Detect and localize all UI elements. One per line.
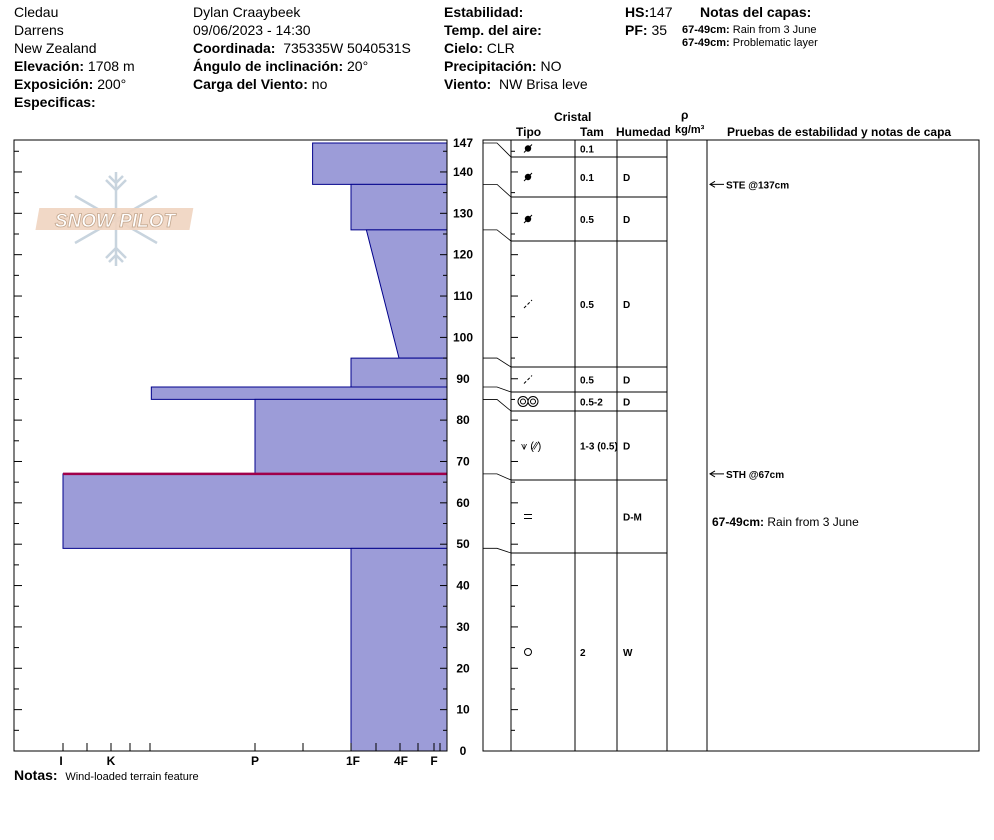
sky-condition: Cielo: CLR	[444, 40, 515, 56]
stability: Estabilidad:	[444, 4, 524, 20]
depth-tick-label: 10	[456, 702, 470, 717]
stability-test-label: STH @67cm	[726, 469, 785, 481]
depth-tick-label: 130	[452, 206, 474, 221]
graupel-icon	[524, 215, 532, 223]
moisture-value: D-M	[623, 512, 642, 524]
depth-tick-label: 20	[456, 661, 470, 676]
decomposing-icon	[524, 300, 532, 308]
hardness-bar	[351, 548, 447, 751]
hardness-tick-label: K	[106, 754, 116, 768]
depth-tick-label: 40	[456, 578, 470, 593]
footer-notes: Notas: Wind-loaded terrain feature	[14, 767, 199, 783]
layer-note-text: 67-49cm: Rain from 3 June	[712, 515, 859, 529]
hardness-bar	[151, 387, 447, 399]
observer-name: Dylan Craaybeek	[193, 4, 301, 20]
depth-tick-label: 60	[456, 495, 470, 510]
graupel-icon	[524, 173, 532, 181]
size-header: Tam	[580, 125, 604, 139]
wind: Viento: NW Brisa leve	[444, 76, 588, 92]
stability-tests-header: Pruebas de estabilidad y notas de capa	[727, 125, 952, 139]
slope-angle: Ángulo de inclinación: 20°	[193, 58, 369, 74]
depth-tick-label: 110	[453, 289, 473, 304]
moisture-value: D	[623, 441, 631, 453]
logo-text: SNOW PILOT	[54, 211, 176, 232]
hardness-bar	[255, 399, 447, 473]
density-symbol: ρ	[681, 108, 689, 122]
type-header: Tipo	[516, 125, 542, 139]
crystal-size: 2	[580, 648, 586, 659]
moisture-header: Humedad	[616, 125, 671, 139]
aspect: Exposición: 200°	[14, 76, 127, 92]
depth-tick-label: 80	[456, 413, 470, 428]
hardness-tick-label: 1F	[345, 754, 361, 768]
moisture-value: D	[623, 300, 631, 311]
hardness-tick-label: 4F	[393, 754, 409, 768]
melt-circle	[525, 649, 532, 656]
elevation: Elevación: 1708 m	[14, 58, 135, 74]
crystal-size: 1-3 (0.5)	[580, 441, 618, 453]
location-line-2: Darrens	[14, 22, 64, 38]
moisture-value: D	[623, 173, 631, 184]
hardness-bar	[366, 230, 447, 358]
observation-datetime: 09/06/2023 - 14:30	[193, 22, 311, 38]
hardness-bar	[351, 184, 447, 229]
location-line-1: Cledau	[14, 4, 59, 20]
depth-tick-label: 50	[456, 537, 470, 552]
layer-note-2: 67-49cm: Problematic layer	[682, 37, 818, 49]
layer-note-1: 67-49cm: Rain from 3 June	[682, 24, 817, 36]
crystal-size: 0.1	[580, 144, 594, 156]
depth-tick-label: 90	[456, 371, 470, 386]
snowpilot-logo	[35, 172, 193, 266]
density-unit: kg/m³	[675, 124, 705, 136]
depth-connector	[483, 548, 511, 553]
depth-tick-label: 100	[452, 330, 474, 345]
moisture-value: D	[623, 375, 631, 387]
surface-hoar-decomposing-icon: ⩛ (⁄⁄)	[521, 440, 542, 453]
layer-notes-title: Notas del capas:	[700, 4, 812, 20]
hardness-tick-label: P	[250, 754, 260, 768]
air-temperature: Temp. del aire:	[444, 22, 542, 38]
ice-crust-icon	[524, 515, 532, 519]
decomposing-icon	[524, 376, 532, 384]
crystal-size: 0.1	[580, 173, 594, 184]
specifics-label: Especificas:	[14, 94, 96, 110]
precipitation: Precipitación: NO	[444, 58, 562, 74]
depth-tick-label: 70	[456, 454, 470, 469]
depth-tick-label: 147	[452, 136, 474, 150]
round-outer	[528, 397, 538, 407]
hardness-tick-label: I	[59, 754, 63, 768]
round-inner	[521, 399, 526, 404]
melt-form-icon	[525, 649, 532, 656]
depth-connector	[483, 184, 511, 197]
crystal-size: 0.5	[580, 375, 594, 387]
wind-loading: Carga del Viento: no	[193, 76, 328, 92]
foot-penetration: PF: 35	[625, 22, 668, 38]
round-outer	[518, 397, 528, 407]
decomp-stroke	[524, 376, 532, 384]
depth-tick-label: 120	[452, 247, 474, 262]
round-inner	[531, 399, 536, 404]
depth-connector	[483, 143, 511, 157]
rounded-clustered-icon	[518, 397, 538, 407]
graupel-icon	[524, 145, 532, 153]
layer-table-frame	[483, 140, 979, 751]
depth-connector	[483, 387, 511, 392]
crystal-size: 0.5-2	[580, 397, 603, 409]
depth-connector	[483, 399, 511, 411]
coordinate: Coordinada: 735335W 5040531S	[193, 40, 411, 56]
hardness-tick-label: F	[430, 754, 438, 768]
snow-height: HS:147	[625, 4, 673, 20]
moisture-value: D	[623, 397, 631, 409]
depth-tick-label: 30	[456, 619, 470, 634]
hardness-bar	[63, 474, 447, 548]
decomp-stroke	[524, 300, 532, 308]
crystal-size: 0.5	[580, 215, 594, 226]
crystal-size: 0.5	[580, 300, 594, 311]
depth-connector	[483, 230, 511, 241]
depth-tick-label: 140	[452, 164, 474, 179]
depth-connector	[483, 474, 511, 480]
moisture-value: W	[623, 648, 633, 659]
crystal-header: Cristal	[554, 110, 592, 124]
hardness-bar	[313, 143, 447, 184]
moisture-value: D	[623, 215, 631, 226]
depth-tick-label: 0	[459, 744, 467, 758]
stability-test-label: STE @137cm	[726, 180, 790, 192]
hardness-bar	[351, 358, 447, 387]
location-line-3: New Zealand	[14, 40, 97, 56]
depth-connector	[483, 358, 511, 367]
